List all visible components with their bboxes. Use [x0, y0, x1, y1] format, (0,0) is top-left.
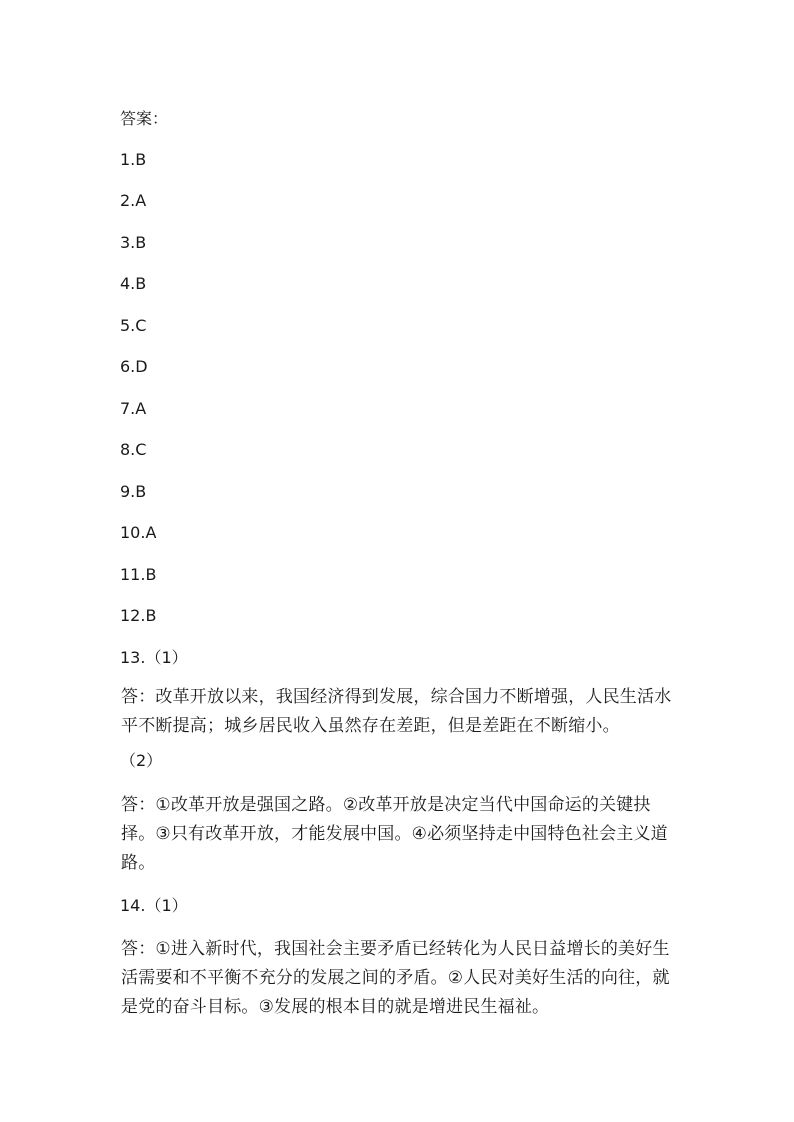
answer-item: 2.A [120, 191, 147, 210]
answer-item: 6.D [120, 357, 148, 376]
answer-item: 4.B [120, 274, 147, 293]
answer-item: 9.B [120, 482, 147, 501]
question-13-label: 13.（1） [120, 648, 188, 667]
answer-item: 3.B [120, 233, 147, 252]
answer-item: 10.A [120, 523, 157, 542]
answer-item: 5.C [120, 316, 147, 335]
question-13-part2-answer: 答：①改革开放是强国之路。②改革开放是决定当代中国命运的关键抉择。③只有改革开放，才能发展中国。④必须坚持走中国特色社会主义道路。 [121, 795, 668, 873]
question-13-part2-label: （2） [120, 751, 163, 770]
answer-item: 1.B [120, 150, 147, 169]
question-13-part1-answer: 答：改革开放以来，我国经济得到发展，综合国力不断增强，人民生活水平不断提高；城乡居民收入虽然存在差距，但是差距在不断缩小。 [121, 687, 672, 736]
answer-item: 11.B [120, 565, 157, 584]
answers-heading: 答案： [120, 109, 169, 128]
answer-item: 12.B [120, 606, 157, 625]
answer-item: 8.C [120, 440, 147, 459]
question-14-label: 14.（1） [120, 896, 188, 915]
answer-item: 7.A [120, 399, 147, 418]
question-14-part1-answer: 答：①进入新时代，我国社会主要矛盾已经转化为人民日益增长的美好生活需要和不平衡不充分的发展之间的矛盾。②人民对美好生活的向往，就是党的奋斗目标。③发展的根本目的就是增进民生福祉。 [121, 939, 670, 1017]
